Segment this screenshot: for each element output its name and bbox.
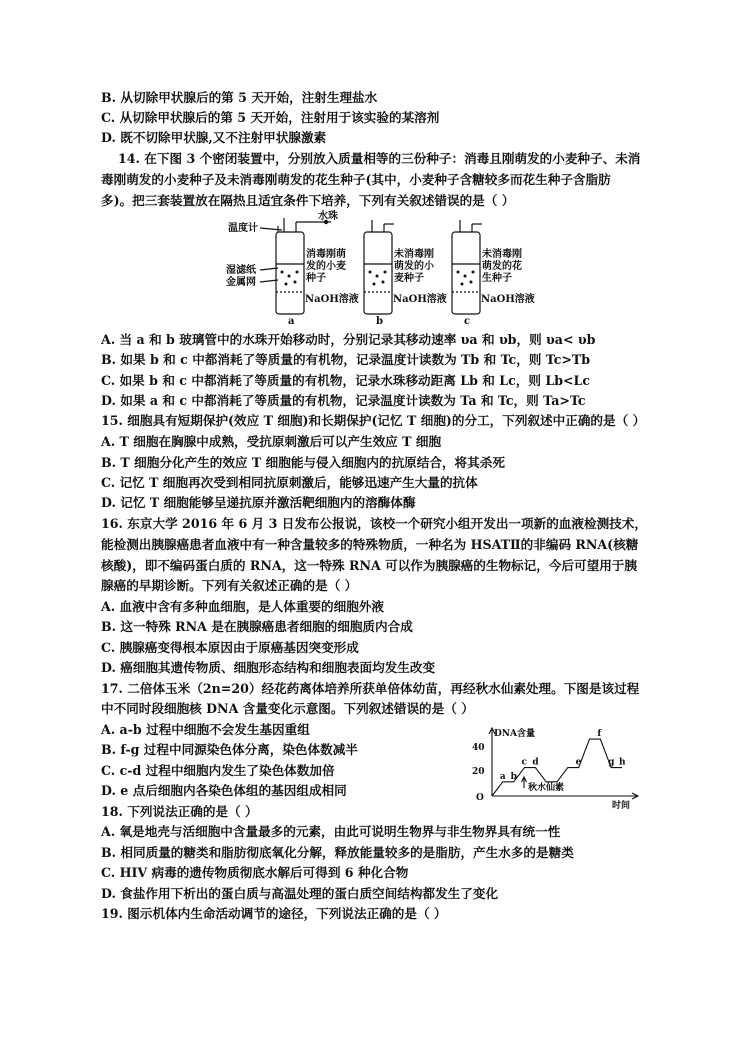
point-label-e: e: [575, 757, 582, 768]
q14-option-c: C. 如果 b 和 c 中都消耗了等质量的有机物，记录水珠移动距离 Lb 和 Lc，则 Lb<Lc: [101, 373, 591, 388]
q18-option-a: A. 氧是地壳与活细胞中含量最多的元素，由此可说明生物界与非生物界具有统一性: [101, 824, 561, 839]
label-seeds-c-2: 萌发的花: [482, 261, 522, 272]
point-label-h: h: [619, 757, 626, 768]
label-naoh-b: NaOH溶液: [393, 294, 447, 305]
origin-label: O: [476, 793, 484, 803]
q17-dna-chart: [466, 724, 646, 810]
q14-option-a: A. 当 a 和 b 玻璃管中的水珠开始移动时，分别记录其移动速率 υa 和 υb，则 υa< υb: [101, 332, 596, 347]
q16-stem-line-3: 核酸)，即不编码蛋白质的 RNA，这一特殊 RNA 可以作为胰腺癌的生物标记，今后可望用于胰: [101, 558, 637, 573]
q14-apparatus-figure: [226, 211, 535, 327]
q14-option-d: D. 如果 a 和 c 中都消耗了等质量的有机物，记录温度计读数为 Ta 和 Tc，则 Ta>Tc: [101, 393, 586, 408]
q18-option-b: B. 相同质量的糖类和脂肪彻底氧化分解，释放能量较多的是脂肪，产生水多的是糖类: [101, 845, 574, 860]
q17-stem-line-2: 中不同时段细胞核 DNA 含量变化示意图。下列叙述错误的是（ ）: [101, 701, 474, 716]
point-label-b: b: [510, 771, 517, 782]
q15-option-d: D. 记忆 T 细胞能够呈递抗原并激活靶细胞内的溶酶体酶: [101, 495, 416, 510]
q14-option-b: B. 如果 b 和 c 中都消耗了等质量的有机物，记录温度计读数为 Tb 和 Tc，则 Tc>Tb: [101, 352, 591, 367]
q17-option-c: C. c-d 过程中细胞内发生了染色体数加倍: [101, 763, 335, 778]
label-seeds-c-1: 未消毒刚: [482, 249, 522, 260]
tube-c: [452, 232, 480, 314]
label-seeds-a-1: 消毒刚萌: [306, 249, 346, 260]
label-c: c: [464, 316, 471, 327]
label-a: a: [288, 316, 295, 327]
label-seeds-a-3: 种子: [306, 273, 326, 284]
q17-stem-line-1: 17. 二倍体玉米（2n=20）经花药离体培养所获单倍体幼苗，再经秋水仙素处理。下图是该过程: [101, 681, 640, 696]
label-seeds-c-3: 生种子: [482, 273, 512, 284]
label-seeds-b-3: 麦种子: [394, 273, 424, 284]
label-seeds-a-2: 发的小麦: [306, 261, 346, 272]
tube-b: [364, 232, 392, 314]
q18-option-c: C. HIV 病毒的遗传物质彻底水解后可得到 6 种化合物: [101, 865, 409, 880]
y-tick-20: 20: [472, 767, 485, 777]
q17-option-d: D. e 点后细胞内各染色体组的基因组成相同: [101, 783, 347, 798]
q18-stem: 18. 下列说法正确的是（ ）: [101, 804, 258, 819]
y-axis-label: DNA含量: [494, 729, 536, 739]
point-label-d: d: [532, 757, 539, 768]
q15-stem: 15. 细胞具有短期保护(效应 T 细胞)和长期保护(记忆 T 细胞)的分工，下列叙述中正确的是（ ）: [101, 413, 646, 428]
point-label-a: a: [499, 771, 506, 782]
q16-option-c: C. 胰腺癌变得根本原因由于原癌基因突变形成: [101, 640, 359, 655]
q18-option-d: D. 食盐作用下析出的蛋白质与高温处理的蛋白质空间结构都发生了变化: [101, 886, 499, 901]
q17-option-a: A. a-b 过程中细胞不会发生基因重组: [101, 722, 310, 737]
q13-option-b: B. 从切除甲状腺后的第 5 天开始，注射生理盐水: [101, 90, 378, 105]
q15-option-c: C. 记忆 T 细胞再次受到相同抗原刺激后，能够迅速产生大量的抗体: [101, 475, 478, 490]
q13-option-d: D. 既不切除甲状腺,又不注射甲状腺激素: [101, 130, 327, 145]
label-naoh-a: NaOH溶液: [305, 294, 359, 305]
label-naoh-c: NaOH溶液: [481, 294, 535, 305]
tube-a: [276, 232, 304, 314]
q13-option-c: C. 从切除甲状腺后的第 5 天开始，注射用于该实验的某溶剂: [101, 110, 440, 125]
q16-option-b: B. 这一特殊 RNA 是在胰腺癌患者细胞的细胞质内合成: [101, 619, 413, 634]
label-water-bead: 水珠: [318, 211, 338, 222]
annotation-colchicine: 秋水仙素: [528, 783, 565, 793]
q14-stem-line-2: 毒刚萌发的小麦种子及未消毒刚萌发的花生种子(其中，小麦种子含糖较多而花生种子含脂肪: [101, 172, 611, 187]
q19-stem: 19. 图示机体内生命活动调节的途径，下列说法正确的是（ ）: [101, 906, 447, 921]
label-thermometer: 温度计: [228, 223, 258, 234]
q17-option-b: B. f-g 过程中同源染色体分离，染色体数减半: [101, 742, 358, 757]
q16-stem-line-2: 能检测出胰腺癌患者血液中有一种含量较多的特殊物质，一种名为 HSATⅡ的非编码 RNA(核糖: [101, 537, 639, 552]
label-wire-mesh: 金属网: [226, 277, 256, 288]
label-b: b: [376, 316, 383, 327]
point-label-g: g: [608, 757, 615, 768]
q14-stem-line-1: 14. 在下图 3 个密闭装置中，分别放入质量相等的三份种子：消毒且刚萌发的小麦种子、未消: [118, 151, 641, 166]
x-axis-label: 时间: [612, 801, 631, 811]
q15-option-a: A. T 细胞在胸腺中成熟，受抗原刺激后可以产生效应 T 细胞: [101, 434, 442, 449]
label-seeds-b-1: 未消毒刚: [394, 249, 434, 260]
q16-option-a: A. 血液中含有多种血细胞，是人体重要的细胞外液: [101, 599, 385, 614]
q15-option-b: B. T 细胞分化产生的效应 T 细胞能与侵入细胞内的抗原结合，将其杀死: [101, 455, 505, 470]
q16-stem-line-4: 腺癌的早期诊断。下列有关叙述正确的是（ ）: [101, 578, 358, 593]
y-tick-40: 40: [472, 743, 485, 753]
point-label-c: c: [521, 757, 527, 768]
label-wet-paper: 湿滤纸: [226, 265, 256, 276]
q14-stem-line-3: 多)。把三套装置放在隔热且适宜条件下培养，下列有关叙述错误的是（ ）: [101, 193, 515, 208]
point-label-f: f: [597, 729, 602, 740]
q16-option-d: D. 癌细胞其遗传物质、细胞形态结构和细胞表面均发生改变: [101, 660, 436, 675]
label-seeds-b-2: 萌发的小: [394, 261, 434, 272]
q16-stem-line-1: 16. 东京大学 2016 年 6 月 3 日发布公报说，该校一个研究小组开发出一项新的血液检测技术，: [101, 516, 647, 531]
